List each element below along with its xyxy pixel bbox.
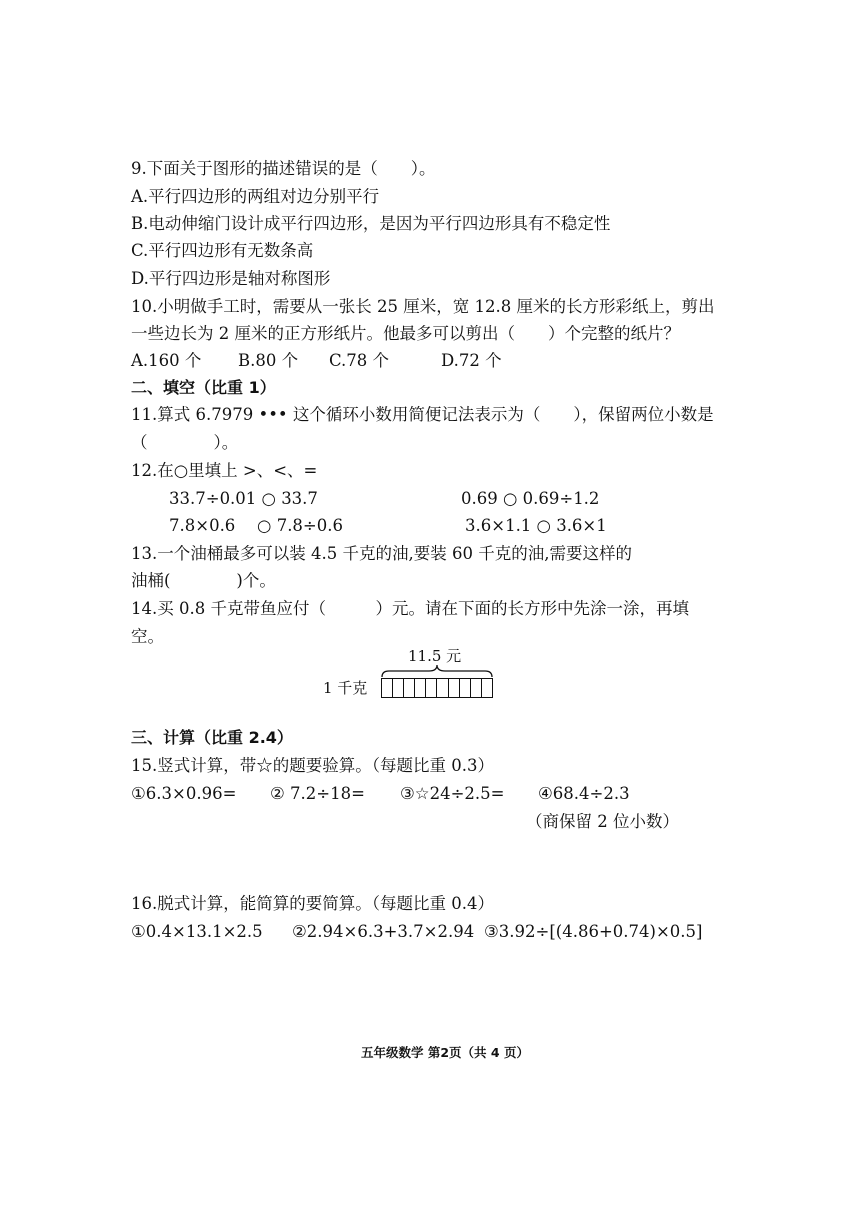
q14-price-label: 11.5 元	[408, 647, 462, 665]
shading-cell[interactable]	[449, 679, 460, 697]
q12-stem: 12.在○里填上 >、<、=	[131, 461, 318, 480]
q12-expr-4: 3.6×1.1 ○ 3.6×1	[465, 516, 607, 535]
q16-problem-1: ①0.4×13.1×2.5	[131, 922, 263, 941]
curly-brace	[381, 664, 493, 678]
section-2-heading: 二、填空（比重 1）	[131, 378, 276, 397]
q10-option-b: B.80 个	[238, 351, 299, 370]
q15-problem-2: ② 7.2÷18=	[270, 784, 365, 803]
q9-option-c: C.平行四边形有无数条高	[131, 241, 314, 260]
shading-cell[interactable]	[382, 679, 393, 697]
q15-note: （商保留 2 位小数）	[526, 812, 679, 831]
q9-option-d: D.平行四边形是轴对称图形	[131, 269, 331, 288]
q13-line-2: 油桶( )个。	[131, 571, 276, 590]
q15-stem: 15.竖式计算，带☆的题要验算。（每题比重 0.3）	[131, 756, 494, 775]
shading-cell[interactable]	[482, 679, 492, 697]
q14-weight-label: 1 千克	[323, 679, 368, 697]
q14-shading-rectangle[interactable]	[381, 678, 493, 698]
q14-line-1: 14.买 0.8 千克带鱼应付（ ）元。请在下面的长方形中先涂一涂，再填	[131, 599, 689, 618]
q10-option-c: C.78 个	[329, 351, 390, 370]
q14-line-2: 空。	[131, 627, 164, 646]
q10-line-2: 一些边长为 2 厘米的正方形纸片。他最多可以剪出（ ）个完整的纸片？	[131, 324, 680, 343]
q16-problem-2: ②2.94×6.3+3.7×2.94	[292, 922, 475, 941]
shading-cell[interactable]	[460, 679, 471, 697]
q10-option-a: A.160 个	[131, 351, 202, 370]
section-3-heading: 三、计算（比重 2.4）	[131, 728, 293, 747]
shading-cell[interactable]	[415, 679, 426, 697]
q9-option-b: B.电动伸缩门设计成平行四边形，是因为平行四边形具有不稳定性	[131, 214, 611, 233]
shading-cell[interactable]	[437, 679, 448, 697]
q10-option-d: D.72 个	[441, 351, 502, 370]
q12-expr-3: 7.8×0.6 ○ 7.8÷0.6	[169, 516, 343, 535]
q16-problem-3: ③3.92÷[(4.86+0.74)×0.5]	[484, 922, 703, 941]
shading-cell[interactable]	[393, 679, 404, 697]
q16-stem: 16.脱式计算，能简算的要简算。（每题比重 0.4）	[131, 894, 494, 913]
shading-cell[interactable]	[471, 679, 482, 697]
q15-problem-1: ①6.3×0.96=	[131, 784, 237, 803]
q12-expr-1: 33.7÷0.01 ○ 33.7	[169, 489, 318, 508]
q10-line-1: 10.小明做手工时，需要从一张长 25 厘米，宽 12.8 厘米的长方形彩纸上，剪出	[131, 297, 715, 316]
q15-problem-3: ③☆24÷2.5=	[400, 784, 505, 803]
q15-problem-4: ④68.4÷2.3	[538, 784, 630, 803]
q9-option-a: A.平行四边形的两组对边分别平行	[131, 187, 380, 206]
q12-expr-2: 0.69 ○ 0.69÷1.2	[461, 489, 600, 508]
page-footer: 五年级数学 第2页（共 4 页）	[361, 1045, 529, 1060]
shading-cell[interactable]	[404, 679, 415, 697]
q13-line-1: 13.一个油桶最多可以装 4.5 千克的油,要装 60 千克的油,需要这样的	[131, 544, 632, 563]
q11-line-2: （ ）。	[131, 433, 239, 452]
shading-cell[interactable]	[426, 679, 437, 697]
q9-stem: 9.下面关于图形的描述错误的是（ ）。	[131, 159, 436, 178]
q11-line-1: 11.算式 6.7979 ••• 这个循环小数用简便记法表示为（ ），保留两位小数是	[131, 405, 714, 424]
